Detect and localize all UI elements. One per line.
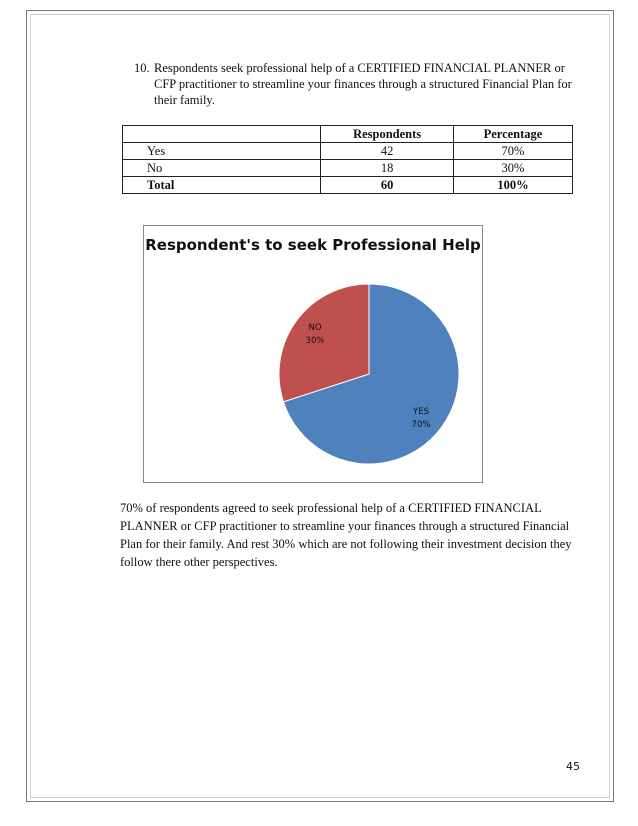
total-label: Total: [123, 177, 321, 194]
row-percentage: 30%: [453, 160, 572, 177]
row-percentage: 70%: [453, 143, 572, 160]
table-total-row: [123, 177, 573, 194]
row-respondents: 18: [321, 160, 454, 177]
pie-chart-svg: [144, 226, 482, 482]
slice-percent-label: 70%: [411, 420, 431, 430]
chart-title: Respondent's to seek Professional Help: [145, 236, 481, 254]
row-respondents: 42: [321, 143, 454, 160]
row-label: Yes: [123, 143, 321, 160]
table-header-percentage: Percentage: [453, 126, 572, 143]
table-row: [123, 143, 573, 160]
total-respondents: 60: [321, 177, 454, 194]
slice-percent-label: 30%: [305, 336, 325, 346]
slice-name-label: YES: [413, 407, 429, 417]
question-text: Respondents seek professional help of a CERTIFIED FINANCIAL PLANNER or CFP practitioner to streamline your finances through a structured Financial Plan for their family.: [154, 61, 572, 107]
question: [134, 60, 589, 108]
question-number: 10.: [134, 61, 150, 75]
table-header-respondents: Respondents: [321, 126, 454, 143]
table-header-row: [123, 126, 573, 143]
row-label: No: [123, 160, 321, 177]
slice-name-label: NO: [308, 323, 322, 333]
table-header-blank: [123, 126, 321, 143]
pie-chart: [143, 225, 483, 483]
response-table: [122, 125, 573, 194]
conclusion-paragraph: 70% of respondents agreed to seek professional help of a CERTIFIED FINANCIAL PLANNER or CFP practitioner to streamline your finances through a structured Financial Plan for their family. And rest 30% which are not following their investment decision they follow there other perspectives.: [120, 501, 572, 569]
total-percentage: 100%: [453, 177, 572, 194]
table-row: [123, 160, 573, 177]
page-number: 45: [566, 760, 580, 773]
